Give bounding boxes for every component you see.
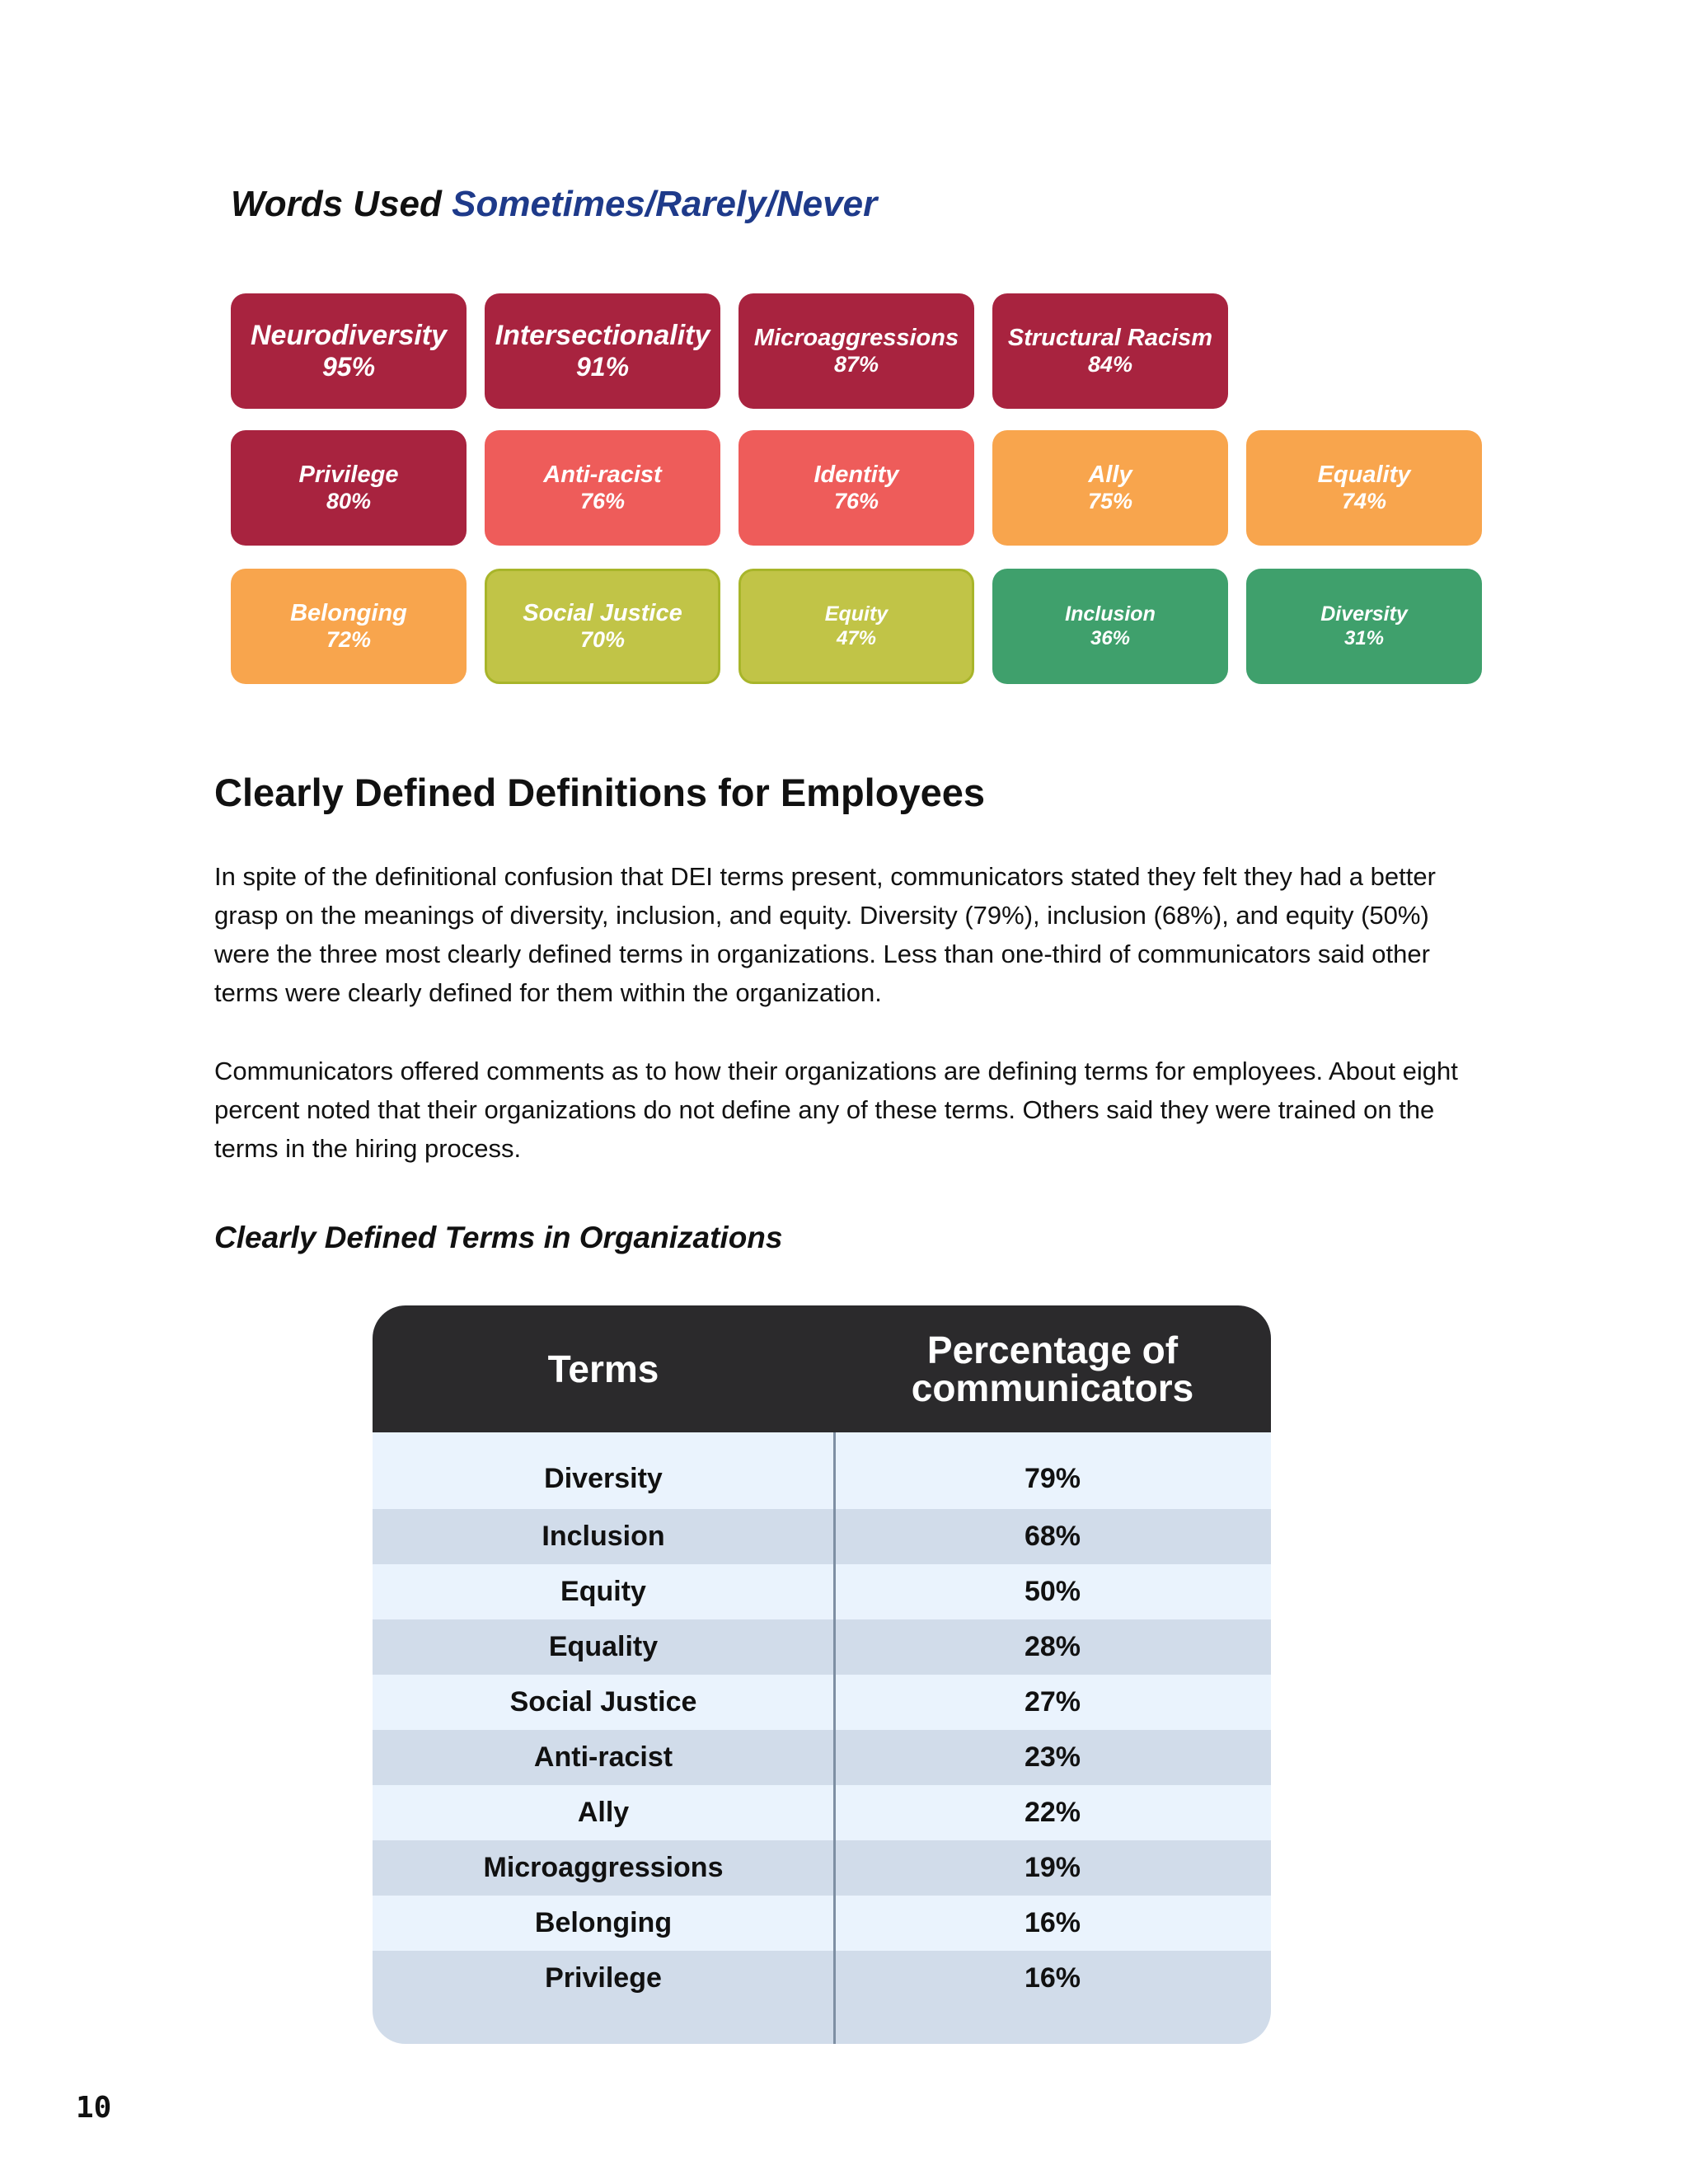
page-number: 10 (76, 2091, 112, 2125)
tile-label: Structural Racism (1007, 324, 1213, 351)
defined-terms-table (373, 1305, 1271, 2044)
words-used-heading (231, 180, 877, 229)
word-tile-identity (738, 430, 974, 546)
tile-label: Intersectionality (495, 320, 710, 352)
tile-label: Equality (1317, 461, 1411, 488)
percent-cell: 16% (1024, 1907, 1081, 1938)
tile-label: Anti-racist (543, 461, 662, 488)
table-row (373, 1785, 1271, 1840)
header-terms: Terms (547, 1347, 659, 1390)
words-heading-prefix: Words Used (231, 184, 442, 224)
word-tile-inclusion (992, 569, 1228, 684)
body-paragraph-2: Communicators offered comments as to how their organizations are defining terms for employees. About eight percent noted that their organizations do not define any of these terms. Others said they were trained on the terms in the hiring process. (214, 1057, 1458, 1163)
tile-label: Microaggressions (753, 324, 959, 351)
tile-percent: 80% (326, 489, 372, 514)
word-tile-equity (738, 569, 974, 684)
tile-percent: 95% (321, 352, 376, 382)
table-row (373, 1840, 1271, 1896)
term-cell: Microaggressions (483, 1852, 724, 1883)
word-tile-equality (1246, 430, 1482, 546)
word-tile-intersectionality (485, 293, 720, 409)
tile-label: Privilege (298, 461, 399, 488)
percent-cell: 68% (1024, 1521, 1081, 1552)
word-tile-belonging (231, 569, 467, 684)
tile-label: Diversity (1320, 602, 1408, 626)
percent-cell: 79% (1024, 1463, 1081, 1494)
term-cell: Ally (577, 1797, 630, 1828)
tile-label: Social Justice (523, 599, 682, 626)
table-row (373, 1509, 1271, 1564)
word-tile-privilege (231, 430, 467, 546)
percent-cell: 19% (1024, 1852, 1081, 1883)
tile-label: Ally (1088, 461, 1132, 488)
term-cell: Inclusion (542, 1521, 665, 1552)
table-row (373, 1730, 1271, 1785)
term-cell: Equality (548, 1631, 659, 1662)
tile-label: Equity (824, 602, 889, 626)
word-tile-anti-racist (485, 430, 720, 546)
word-tile-structural-racism (992, 293, 1228, 409)
percent-cell: 27% (1024, 1686, 1081, 1718)
tile-percent: 91% (575, 352, 630, 382)
word-tile-ally (992, 430, 1228, 546)
term-cell: Anti-racist (533, 1741, 673, 1773)
table-row (373, 1896, 1271, 1951)
term-cell: Diversity (544, 1463, 663, 1494)
table-caption: Clearly Defined Terms in Organizations (214, 1221, 783, 1254)
table-row (373, 1564, 1271, 1619)
table-row (373, 1619, 1271, 1675)
tile-percent: 31% (1343, 626, 1385, 649)
percent-cell: 23% (1024, 1741, 1081, 1773)
table-body (373, 1432, 1271, 2044)
word-tile-grid (231, 293, 1484, 685)
percent-cell: 50% (1024, 1576, 1081, 1607)
term-cell: Belonging (534, 1907, 673, 1938)
header-percentage-line1: Percentage of (926, 1329, 1179, 1371)
word-tile-microaggressions (738, 293, 974, 409)
column-divider (833, 1432, 836, 2044)
header-percentage (834, 1305, 1271, 1432)
tile-percent: 36% (1090, 626, 1131, 649)
word-tile-social-justice (485, 569, 720, 684)
term-cell: Privilege (545, 1962, 662, 1994)
percent-cell: 16% (1024, 1962, 1081, 1994)
word-tile-neurodiversity (231, 293, 467, 409)
percent-cell: 22% (1024, 1797, 1081, 1828)
table-row (373, 1675, 1271, 1730)
tile-percent: 75% (1087, 489, 1133, 514)
tile-percent: 74% (1341, 489, 1387, 514)
header-percentage-line2: communicators (911, 1366, 1194, 1409)
word-tile-diversity (1246, 569, 1482, 684)
words-heading-highlight: Sometimes/Rarely/Never (452, 184, 878, 224)
tile-percent: 84% (1087, 352, 1133, 377)
tile-percent: 87% (833, 352, 879, 377)
table-row (373, 1951, 1271, 2006)
tile-label: Neurodiversity (250, 320, 448, 352)
tile-label: Inclusion (1065, 602, 1156, 626)
tile-percent: 76% (579, 489, 626, 514)
tile-percent: 70% (579, 627, 626, 653)
tile-percent: 76% (833, 489, 879, 514)
percent-cell: 28% (1024, 1631, 1081, 1662)
tile-label: Identity (814, 461, 899, 488)
body-paragraph-1: In spite of the definitional confusion that DEI terms present, communicators stated they felt they had a better grasp on the meanings of diversity, inclusion, and equity. Diversity (79%), inclusion (68%), and equity (50%) were the three most clearly defined terms in organizations. Less than one-third of communicators said other terms were clearly defined for them within the organization. (214, 862, 1436, 1007)
table-row (373, 1432, 1271, 1509)
section-title: Clearly Defined Definitions for Employees (214, 771, 985, 814)
tile-label: Belonging (290, 599, 407, 626)
term-cell: Equity (560, 1576, 646, 1607)
term-cell: Social Justice (509, 1686, 697, 1718)
tile-percent: 47% (836, 626, 877, 649)
tile-percent: 72% (326, 627, 372, 653)
table-header (373, 1305, 1271, 1432)
